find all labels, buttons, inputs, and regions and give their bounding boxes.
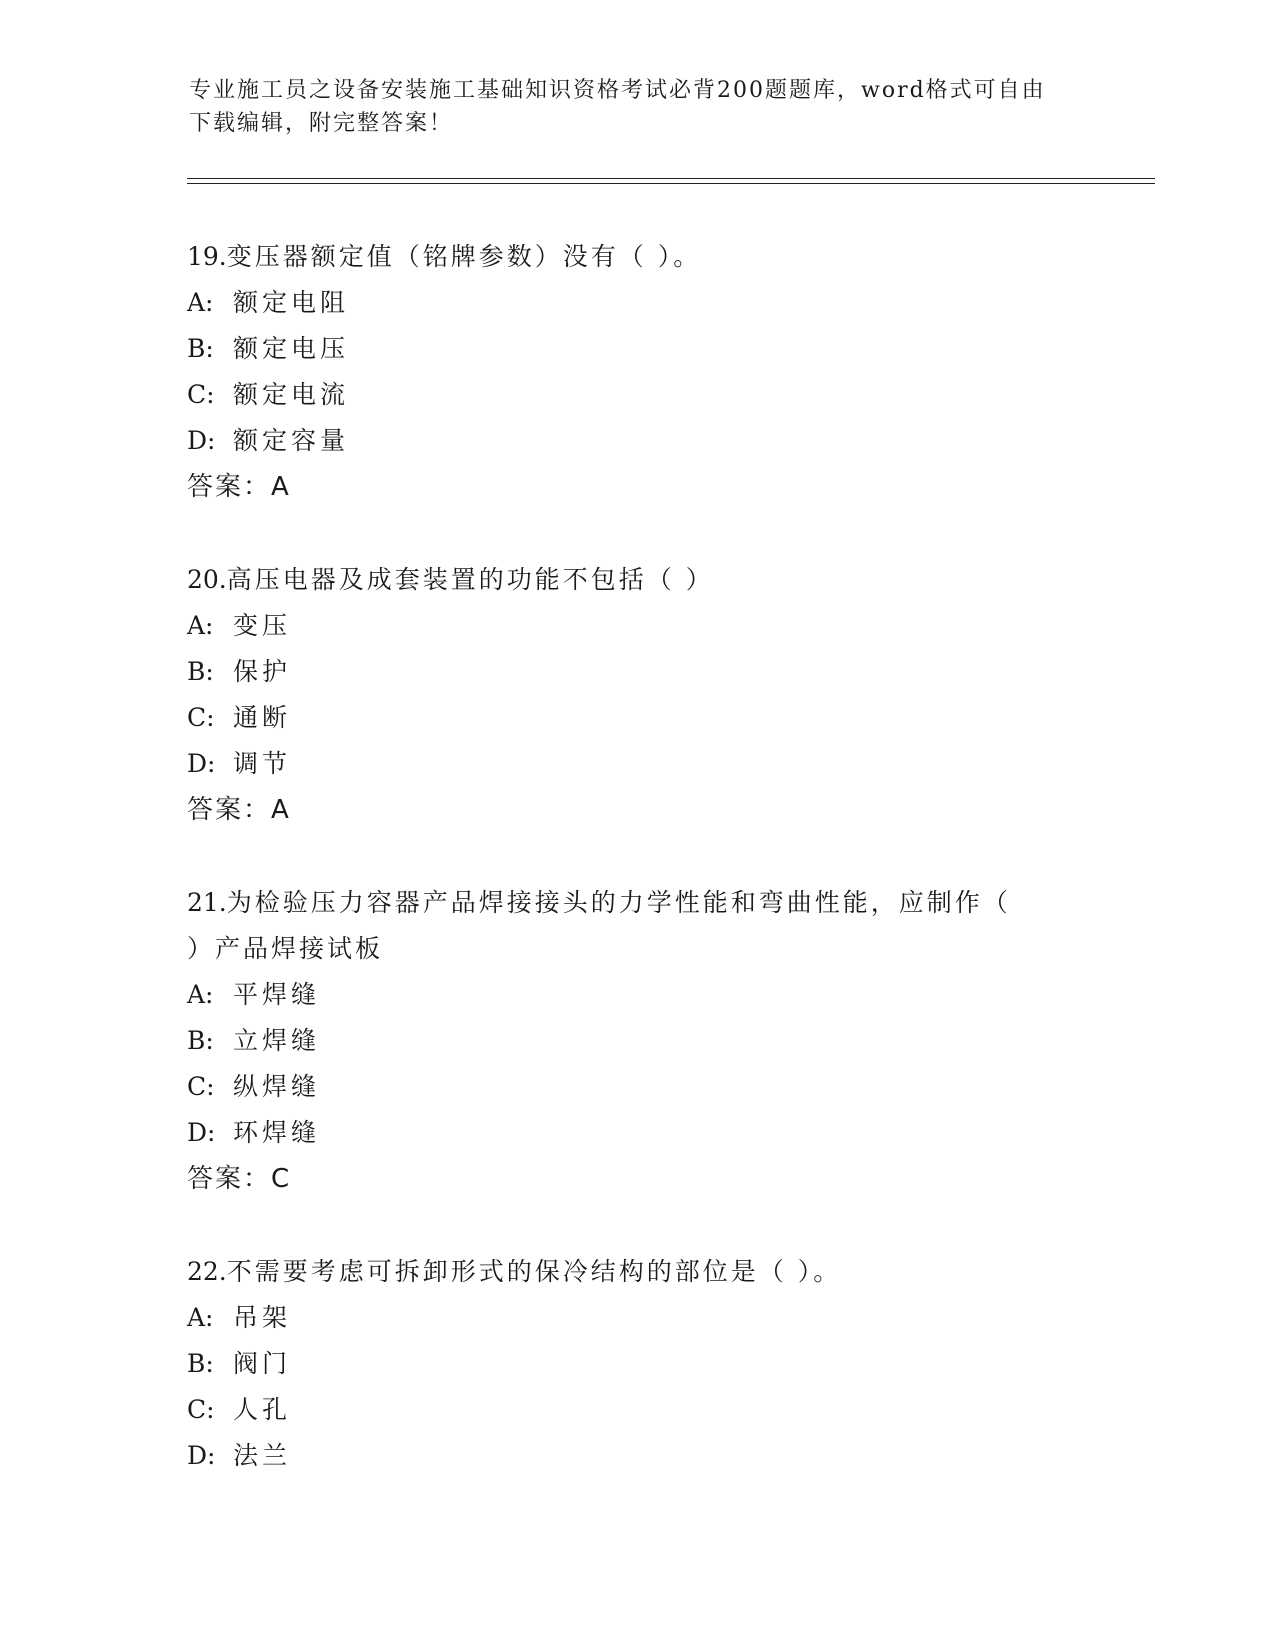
option-text: 调节 (233, 749, 292, 778)
option-text: 额定电流 (233, 380, 350, 409)
question-number: 20. (187, 565, 227, 594)
question-number: 22. (187, 1257, 227, 1286)
answer-value: A (271, 472, 291, 502)
option-key: C: (187, 1072, 215, 1101)
answer-label: 答案： (187, 795, 272, 825)
option-key: B: (187, 1349, 214, 1378)
option-key: C: (187, 703, 215, 732)
option-key: A: (187, 1303, 214, 1332)
option-d (187, 1110, 1087, 1156)
option-a (187, 972, 1087, 1018)
option-d (187, 418, 1087, 464)
header-line-2: 下载编辑，附完整答案！ (189, 111, 454, 136)
question-text: 高压电器及成套装置的功能不包括（ ） (226, 565, 714, 594)
option-text: 阀门 (233, 1349, 292, 1378)
option-key: B: (187, 657, 214, 686)
header-divider-top (187, 178, 1155, 179)
question-title (187, 557, 1087, 603)
answer-line (187, 1156, 1087, 1202)
option-key: B: (187, 1026, 214, 1055)
option-text: 纵焊缝 (233, 1072, 321, 1101)
question-number: 21. (187, 888, 227, 917)
option-text: 通断 (233, 703, 292, 732)
option-key: B: (187, 334, 214, 363)
option-d (187, 1433, 1087, 1479)
header-line-1: 专业施工员之设备安装施工基础知识资格考试必背200题题库，word格式可自由 (189, 78, 1046, 103)
option-a (187, 1295, 1087, 1341)
option-text: 环焊缝 (233, 1118, 321, 1147)
option-a (187, 280, 1087, 326)
option-text: 额定电阻 (233, 288, 350, 317)
answer-label: 答案： (187, 472, 272, 502)
option-text: 平焊缝 (233, 980, 321, 1009)
option-a (187, 603, 1087, 649)
option-c (187, 1064, 1087, 1110)
option-text: 额定容量 (233, 426, 350, 455)
question-title (187, 880, 1087, 926)
option-key: A: (187, 288, 214, 317)
question-21 (187, 880, 1087, 1202)
question-number: 19. (187, 242, 227, 271)
question-text: 为检验压力容器产品焊接接头的力学性能和弯曲性能，应制作（ (226, 888, 1011, 917)
option-c (187, 695, 1087, 741)
option-text: 保护 (233, 657, 292, 686)
option-text: 变压 (233, 611, 292, 640)
option-key: D: (187, 1118, 216, 1147)
option-text: 立焊缝 (233, 1026, 321, 1055)
option-key: D: (187, 749, 216, 778)
answer-value: C (271, 1164, 292, 1194)
option-key: A: (187, 980, 214, 1009)
question-22 (187, 1249, 1087, 1479)
option-b (187, 1341, 1087, 1387)
option-key: C: (187, 1395, 215, 1424)
option-c (187, 372, 1087, 418)
option-text: 人孔 (233, 1395, 292, 1424)
question-text: 变压器额定值（铭牌参数）没有（ ）。 (226, 242, 702, 271)
option-b (187, 649, 1087, 695)
option-key: A: (187, 611, 214, 640)
option-text: 吊架 (233, 1303, 292, 1332)
question-title-continued: ）产品焊接试板 (187, 934, 384, 963)
answer-line (187, 464, 1087, 510)
option-text: 法兰 (233, 1441, 292, 1470)
option-key: D: (187, 426, 216, 455)
option-d (187, 741, 1087, 787)
question-title (187, 1249, 1087, 1295)
question-title (187, 234, 1087, 280)
answer-label: 答案： (187, 1164, 272, 1194)
option-key: C: (187, 380, 215, 409)
option-b (187, 326, 1087, 372)
option-key: D: (187, 1441, 216, 1470)
answer-line (187, 787, 1087, 833)
question-20 (187, 557, 1087, 833)
header-divider-bottom (187, 183, 1155, 184)
option-text: 额定电压 (233, 334, 350, 363)
option-c (187, 1387, 1087, 1433)
document-header (189, 74, 1089, 140)
question-text: 不需要考虑可拆卸形式的保冷结构的部位是（ ）。 (226, 1257, 842, 1286)
question-list (187, 234, 1087, 1526)
option-b (187, 1018, 1087, 1064)
question-19 (187, 234, 1087, 510)
answer-value: A (271, 795, 291, 825)
